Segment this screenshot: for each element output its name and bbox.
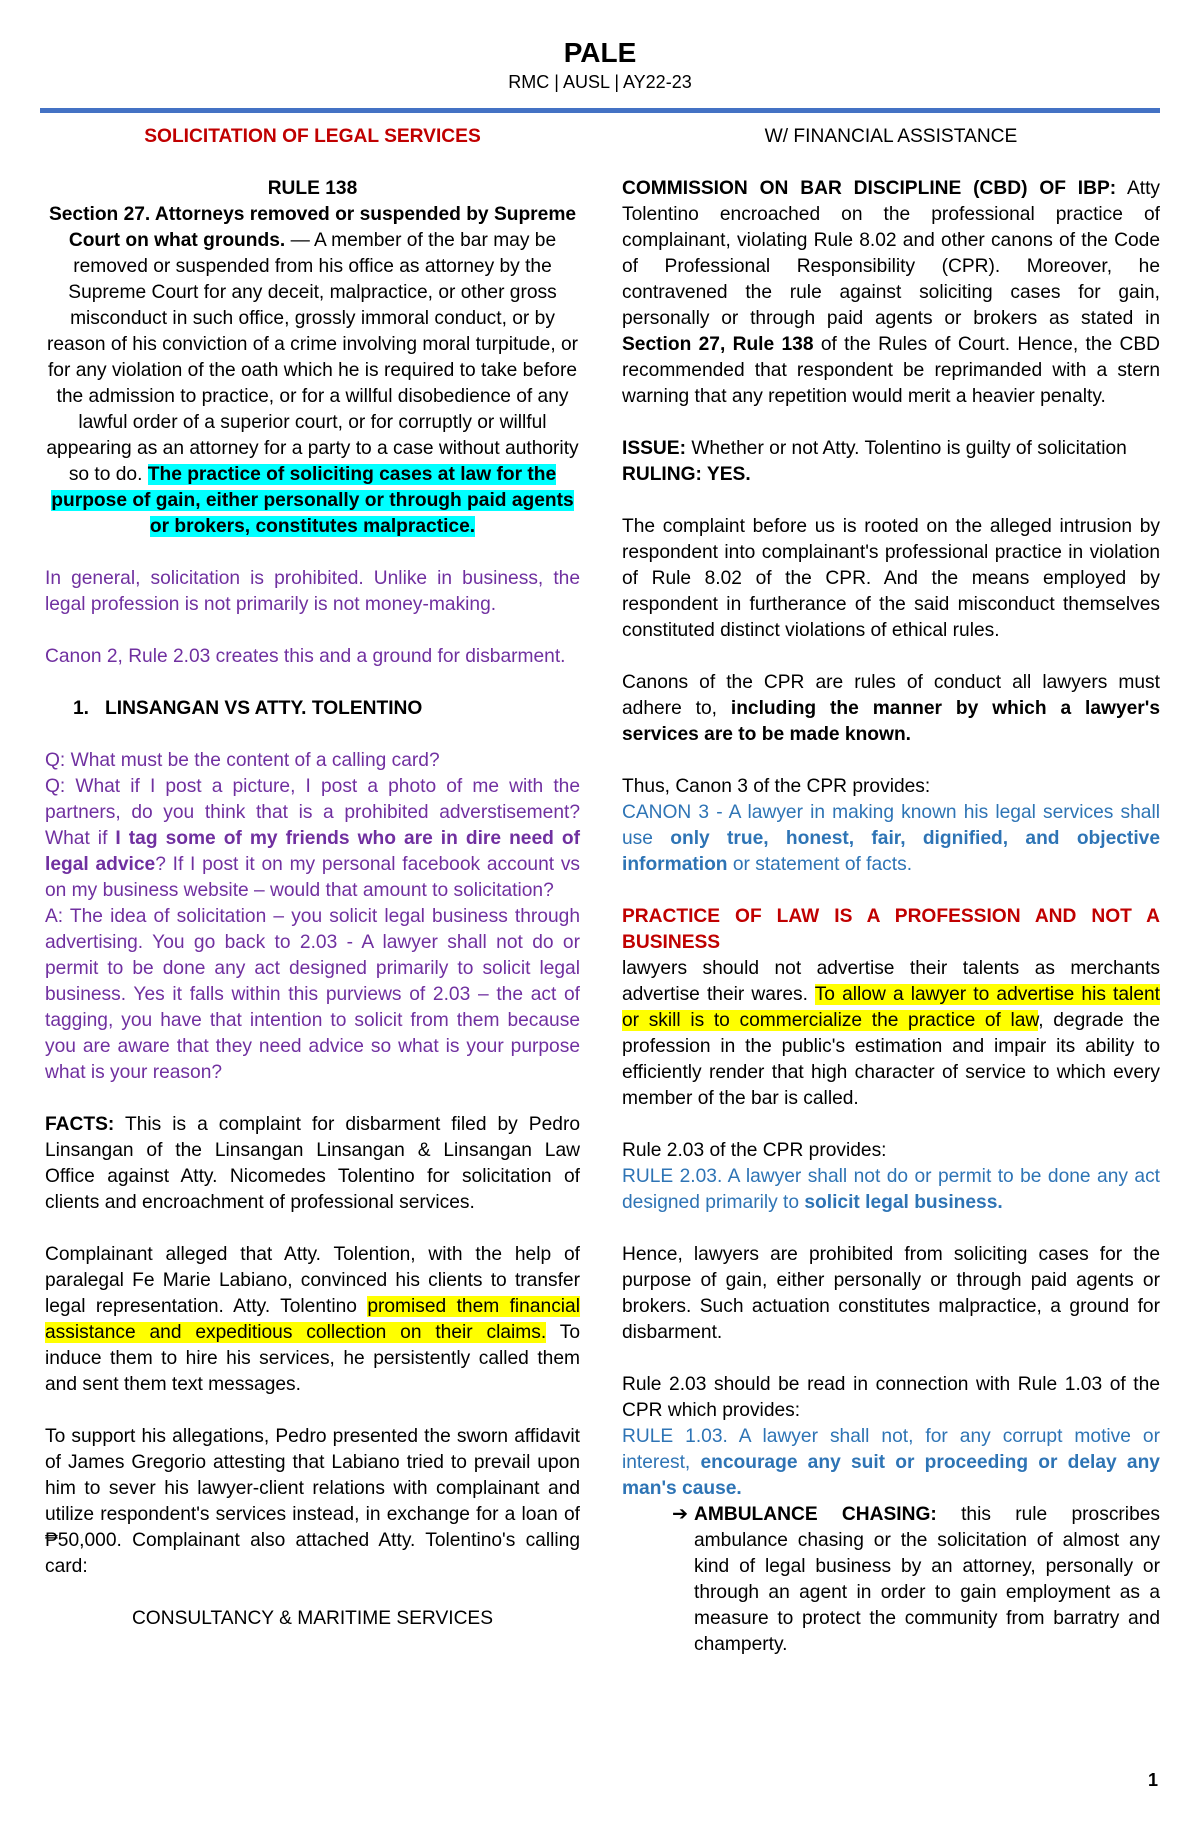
lawyers-highlight: To allow a lawyer to advertise his talent or skill is to commercialize the practice of law <box>622 984 1160 1031</box>
allegation-highlight: promised them financial assistance and expeditious collection on their claims. <box>45 1296 580 1343</box>
lawyers-text-b: , degrade the profession in the public's estimation and impair its ability to efficiently render that high character of service to which every member of the bar is called. <box>622 1010 1160 1109</box>
ambulance-chasing-item <box>672 1502 1160 1658</box>
allegation-text-a: Complainant alleged that Atty. Tolention, with the help of paralegal Fe Marie Labiano, convinced his clients to transfer legal representation. Atty. Tolentino <box>45 1244 580 1317</box>
canon-3-emphasis: only true, honest, fair, dignified, and objective information <box>622 828 1160 875</box>
rule-2-03-intro: Rule 2.03 of the CPR provides: <box>622 1140 887 1161</box>
rule-1-03-text: RULE 1.03. A lawyer shall not, for any corrupt motive or interest, <box>622 1426 1160 1473</box>
canons-text: Canons of the CPR are rules of conduct all lawyers must adhere to, <box>622 672 1160 719</box>
cbd-text-b: of the Rules of Court. Hence, the CBD recommended that respondent be reprimanded with a stern warning that any repetition would merit a heavier penalty. <box>622 334 1160 407</box>
ruling: RULING: YES. <box>622 464 751 485</box>
section-27-highlight: The practice of soliciting cases at law for the purpose of gain, either personally or through paid agents or brokers, constitutes malpractice. <box>51 464 574 537</box>
rule-1-03-emphasis: encourage any suit or proceeding or delay any man's cause. <box>622 1452 1160 1499</box>
rule-2-03-text: RULE 2.03. A lawyer shall not do or permit to be done any act designed primarily to <box>622 1166 1160 1213</box>
arrow-icon: ➔ <box>672 1504 689 1525</box>
canon-3-quote <box>622 800 1160 878</box>
cbd-label: COMMISSION ON BAR DISCIPLINE (CBD) OF IBP: <box>622 178 1117 199</box>
allegation-text-b: To induce them to hire his services, he persistently called them and sent them text messages. <box>45 1322 580 1395</box>
canon-3-text-b: or statement of facts. <box>727 854 913 875</box>
general-note: In general, solicitation is prohibited. Unlike in business, the legal profession is not primarily is not money-making. <box>45 568 580 615</box>
document-subtitle: RMC | AUSL | AY22-23 <box>508 72 692 92</box>
question-2-emphasis: I tag some of my friends who are in dire need of legal advice <box>45 828 580 875</box>
case-number: 1. <box>73 698 90 719</box>
issue-text: Whether or not Atty. Tolentino is guilty of solicitation <box>685 438 1127 459</box>
left-column <box>45 124 580 1632</box>
question-2-text-a: Q: What if I post a picture, I post a photo of me with the partners, do you think that is a prohibited adverstisement? What if <box>45 776 580 849</box>
right-column <box>622 124 1160 1658</box>
support-paragraph: To support his allegations, Pedro presented the sworn affidavit of James Gregorio attesting that Labiano tried to prevail upon him to sever his lawyer-client relations with complainant and utilize respondent's services instead, in exchange for a loan of ₱50,000. Complainant also attached Atty. Tolentino's calling card: <box>45 1426 580 1577</box>
cbd-text-a: Atty Tolentino encroached on the professional practice of complainant, violating Rule 8.02 and other canons of the Code of Professional Responsibility (CPR). Moreover, he contravened the rule against soliciting cases for gain, personally or through paid agents or brokers as stated in <box>622 178 1160 329</box>
canon-3-intro: Thus, Canon 3 of the CPR provides: <box>622 776 931 797</box>
facts-text: This is a complaint for disbarment filed by Pedro Linsangan of the Linsangan Linsangan & Linsangan Law Office against Atty. Nicomedes Tolentino for solicitation of clients and encroachment of professional services. <box>45 1114 580 1213</box>
calling-card-line-1: CONSULTANCY & MARITIME SERVICES <box>131 1608 494 1629</box>
canon-2-note: Canon 2, Rule 2.03 creates this and a ground for disbarment. <box>45 646 566 667</box>
section-27-paragraph <box>45 202 580 540</box>
facts-label: FACTS: <box>45 1114 115 1135</box>
rule-2-03-connection: Rule 2.03 should be read in connection with Rule 1.03 of the CPR which provides: <box>622 1374 1160 1421</box>
case-title: LINSANGAN VS ATTY. TOLENTINO <box>105 698 423 719</box>
ambulance-chasing-body: this rule proscribes ambulance chasing or the solicitation of almost any kind of legal business by an attorney, personally or through an agent in order to gain employment as a measure to protect the community from barratry and champerty. <box>694 1504 1160 1655</box>
lawyers-text-a: lawyers should not advertise their talents as merchants advertise their wares. <box>622 958 1160 1005</box>
canon-3-text-a: CANON 3 - A lawyer in making known his legal services shall use <box>622 802 1160 849</box>
rule-2-03-emphasis: solicit legal business. <box>804 1192 1003 1213</box>
canons-emphasis: including the manner by which a lawyer's services are to be made known. <box>622 698 1160 745</box>
document-title: PALE <box>563 37 637 68</box>
ambulance-chasing-text <box>694 1502 1160 1658</box>
allegation-paragraph <box>45 1242 580 1398</box>
cbd-emphasis: Section 27, Rule 138 <box>622 334 814 355</box>
canons-paragraph <box>622 670 1160 748</box>
rule-1-03-quote <box>622 1424 1160 1502</box>
section-title: SOLICITATION OF LEGAL SERVICES <box>144 126 481 147</box>
rule-title: RULE 138 <box>267 178 358 199</box>
section-27-text: — A member of the bar may be removed or suspended from his office as attorney by the Supreme Court for any deceit, malpractice, or other gross misconduct in such office, grossly immoral conduct, or by reason of his conviction of a crime involving moral turpitude, or for any violation of the oath which he is required to take before the admission to practice, or for a willful disobedience of any lawful order of a superior court, or for corruptly or willful appearing as an attorney for a party to a case without authority so to do. <box>46 230 579 485</box>
issue-paragraph <box>622 436 1160 462</box>
cbd-paragraph <box>622 176 1160 410</box>
question-1: Q: What must be the content of a calling card? <box>45 750 440 771</box>
calling-card-line-2: W/ FINANCIAL ASSISTANCE <box>764 126 1018 147</box>
facts-paragraph <box>45 1112 580 1216</box>
ambulance-chasing-label: AMBULANCE CHASING: <box>694 1504 937 1525</box>
page-number: 1 <box>1147 1770 1158 1790</box>
rule-2-03-quote <box>622 1164 1160 1216</box>
question-2-text-b: ? If I post it on my personal facebook account vs on my business website – would that amount to solicitation? <box>45 854 581 901</box>
page-header <box>0 36 1200 94</box>
answer: A: The idea of solicitation – you solicit legal business through advertising. You go back to 2.03 - A lawyer shall not do or permit to be done any act designed primarily to solicit legal business. Yes it falls within this purviews of 2.03 – the act of tagging, you have that intention to solicit from them because you are aware that they need advice so what is your purpose what is your reason? <box>45 906 580 1083</box>
section-27-heading: Section 27. Attorneys removed or suspended by Supreme Court on what grounds. <box>48 204 577 251</box>
question-2 <box>45 774 580 904</box>
hence-paragraph: Hence, lawyers are prohibited from soliciting cases for the purpose of gain, either personally or through paid agents or brokers. Such actuation constitutes malpractice, a ground for disbarment. <box>622 1244 1160 1343</box>
header-divider <box>40 108 1160 113</box>
issue-label: ISSUE: <box>622 438 686 459</box>
lawyers-paragraph <box>622 956 1160 1112</box>
case-heading <box>45 696 580 722</box>
practice-heading: PRACTICE OF LAW IS A PROFESSION AND NOT A BUSINESS <box>622 906 1160 953</box>
complaint-paragraph: The complaint before us is rooted on the alleged intrusion by respondent into complainant's professional practice in violation of Rule 8.02 of the CPR. And the means employed by respondent in furtherance of the said misconduct themselves constituted distinct violations of ethical rules. <box>622 516 1160 641</box>
